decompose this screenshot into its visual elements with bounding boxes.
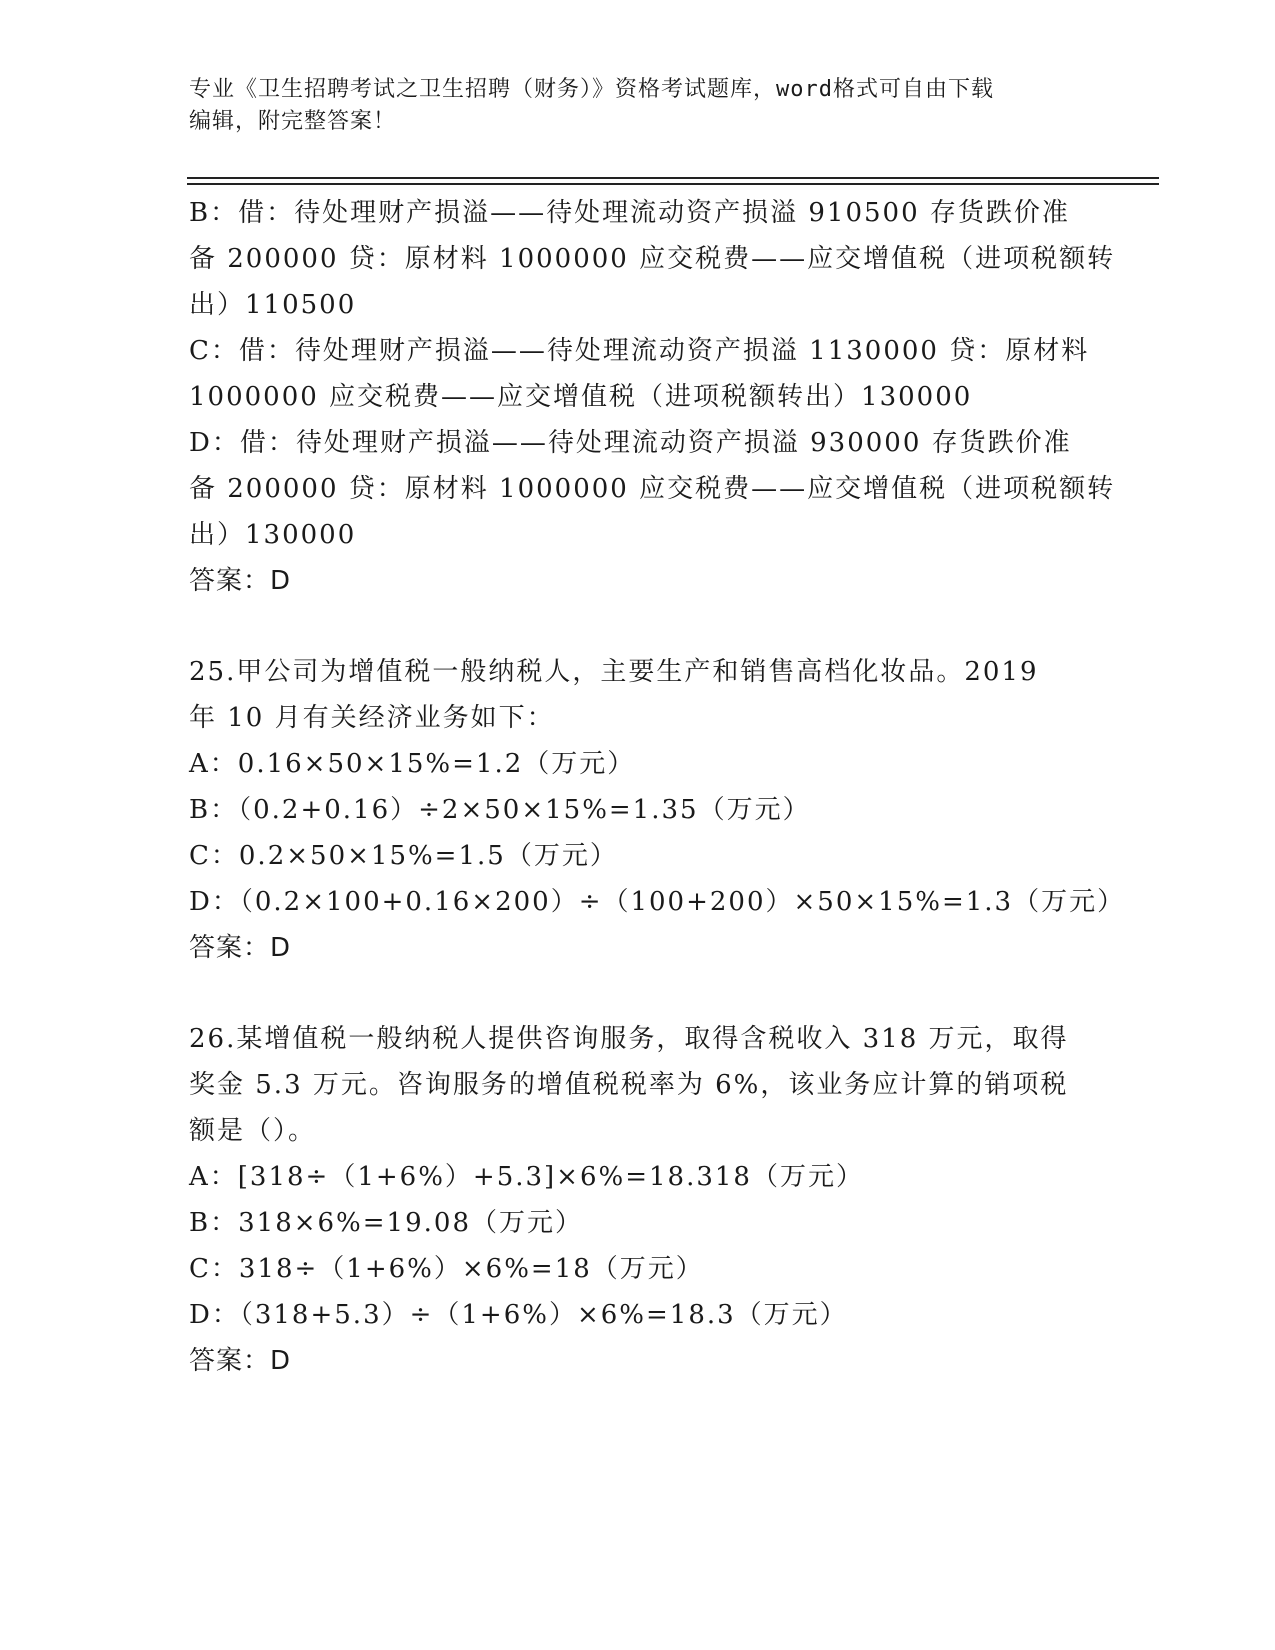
option-a: A：[318÷（1+6%）+5.3]×6%=18.318（万元） [189,1162,864,1192]
option-text-line: 备 200000 贷：原材料 1000000 应交税费——应交增值税（进项税额转 [189,244,1116,274]
question-26 [189,1016,1089,1384]
option-text-line: 出）110500 [189,290,357,320]
header-title-line-1: 专业《卫生招聘考试之卫生招聘（财务）》资格考试题库，word格式可自由下载 [189,77,994,102]
question-24-continuation [189,190,1116,604]
option-b: B：318×6%=19.08（万元） [189,1208,583,1238]
answer-line: 答案：D [189,566,292,596]
option-b [189,190,1116,328]
option-a: A：0.16×50×15%=1.2（万元） [189,749,636,779]
option-text-line: B：借：待处理财产损溢——待处理流动资产损溢 910500 存货跌价准 [189,198,1070,228]
header-title-line-2: 编辑，附完整答案！ [189,109,397,134]
option-c: C：318÷（1+6%）×6%=18（万元） [189,1254,704,1284]
question-25 [189,649,1126,971]
question-stem-line: 25.甲公司为增值税一般纳税人，主要生产和销售高档化妆品。2019 [189,657,1039,687]
option-text-line: C：借：待处理财产损溢——待处理流动资产损溢 1130000 贷：原材料 [189,336,1090,366]
option-text-line: 1000000 应交税费——应交增值税（进项税额转出）130000 [189,382,973,412]
header-divider-top [187,177,1159,179]
document-header [189,74,1089,138]
spacer [189,971,1089,1016]
question-stem-line: 年 10 月有关经济业务如下： [189,703,555,733]
answer-line: 答案：D [189,933,292,963]
option-text-line: 备 200000 贷：原材料 1000000 应交税费——应交增值税（进项税额转 [189,474,1116,504]
document-body [189,190,1126,1384]
option-b: B：（0.2+0.16）÷2×50×15%=1.35（万元） [189,795,811,825]
question-stem-line: 奖金 5.3 万元。咨询服务的增值税税率为 6%，该业务应计算的销项税 [189,1070,1069,1100]
option-c: C：0.2×50×15%=1.5（万元） [189,841,618,871]
option-text-line: D：借：待处理财产损溢——待处理流动资产损溢 930000 存货跌价准 [189,428,1072,458]
answer-line: 答案：D [189,1346,292,1376]
option-c [189,328,1089,420]
option-text-line: 出）130000 [189,520,357,550]
question-stem-line: 26.某增值税一般纳税人提供咨询服务，取得含税收入 318 万元，取得 [189,1024,1069,1054]
option-d: D：（318+5.3）÷（1+6%）×6%=18.3（万元） [189,1300,848,1330]
question-stem-line: 额是（）。 [189,1116,317,1146]
option-d: D：（0.2×100+0.16×200）÷（100+200）×50×15%=1.3（万元） [189,887,1126,917]
option-d [189,420,1116,558]
header-divider-bottom [187,183,1159,185]
spacer [189,604,1089,649]
